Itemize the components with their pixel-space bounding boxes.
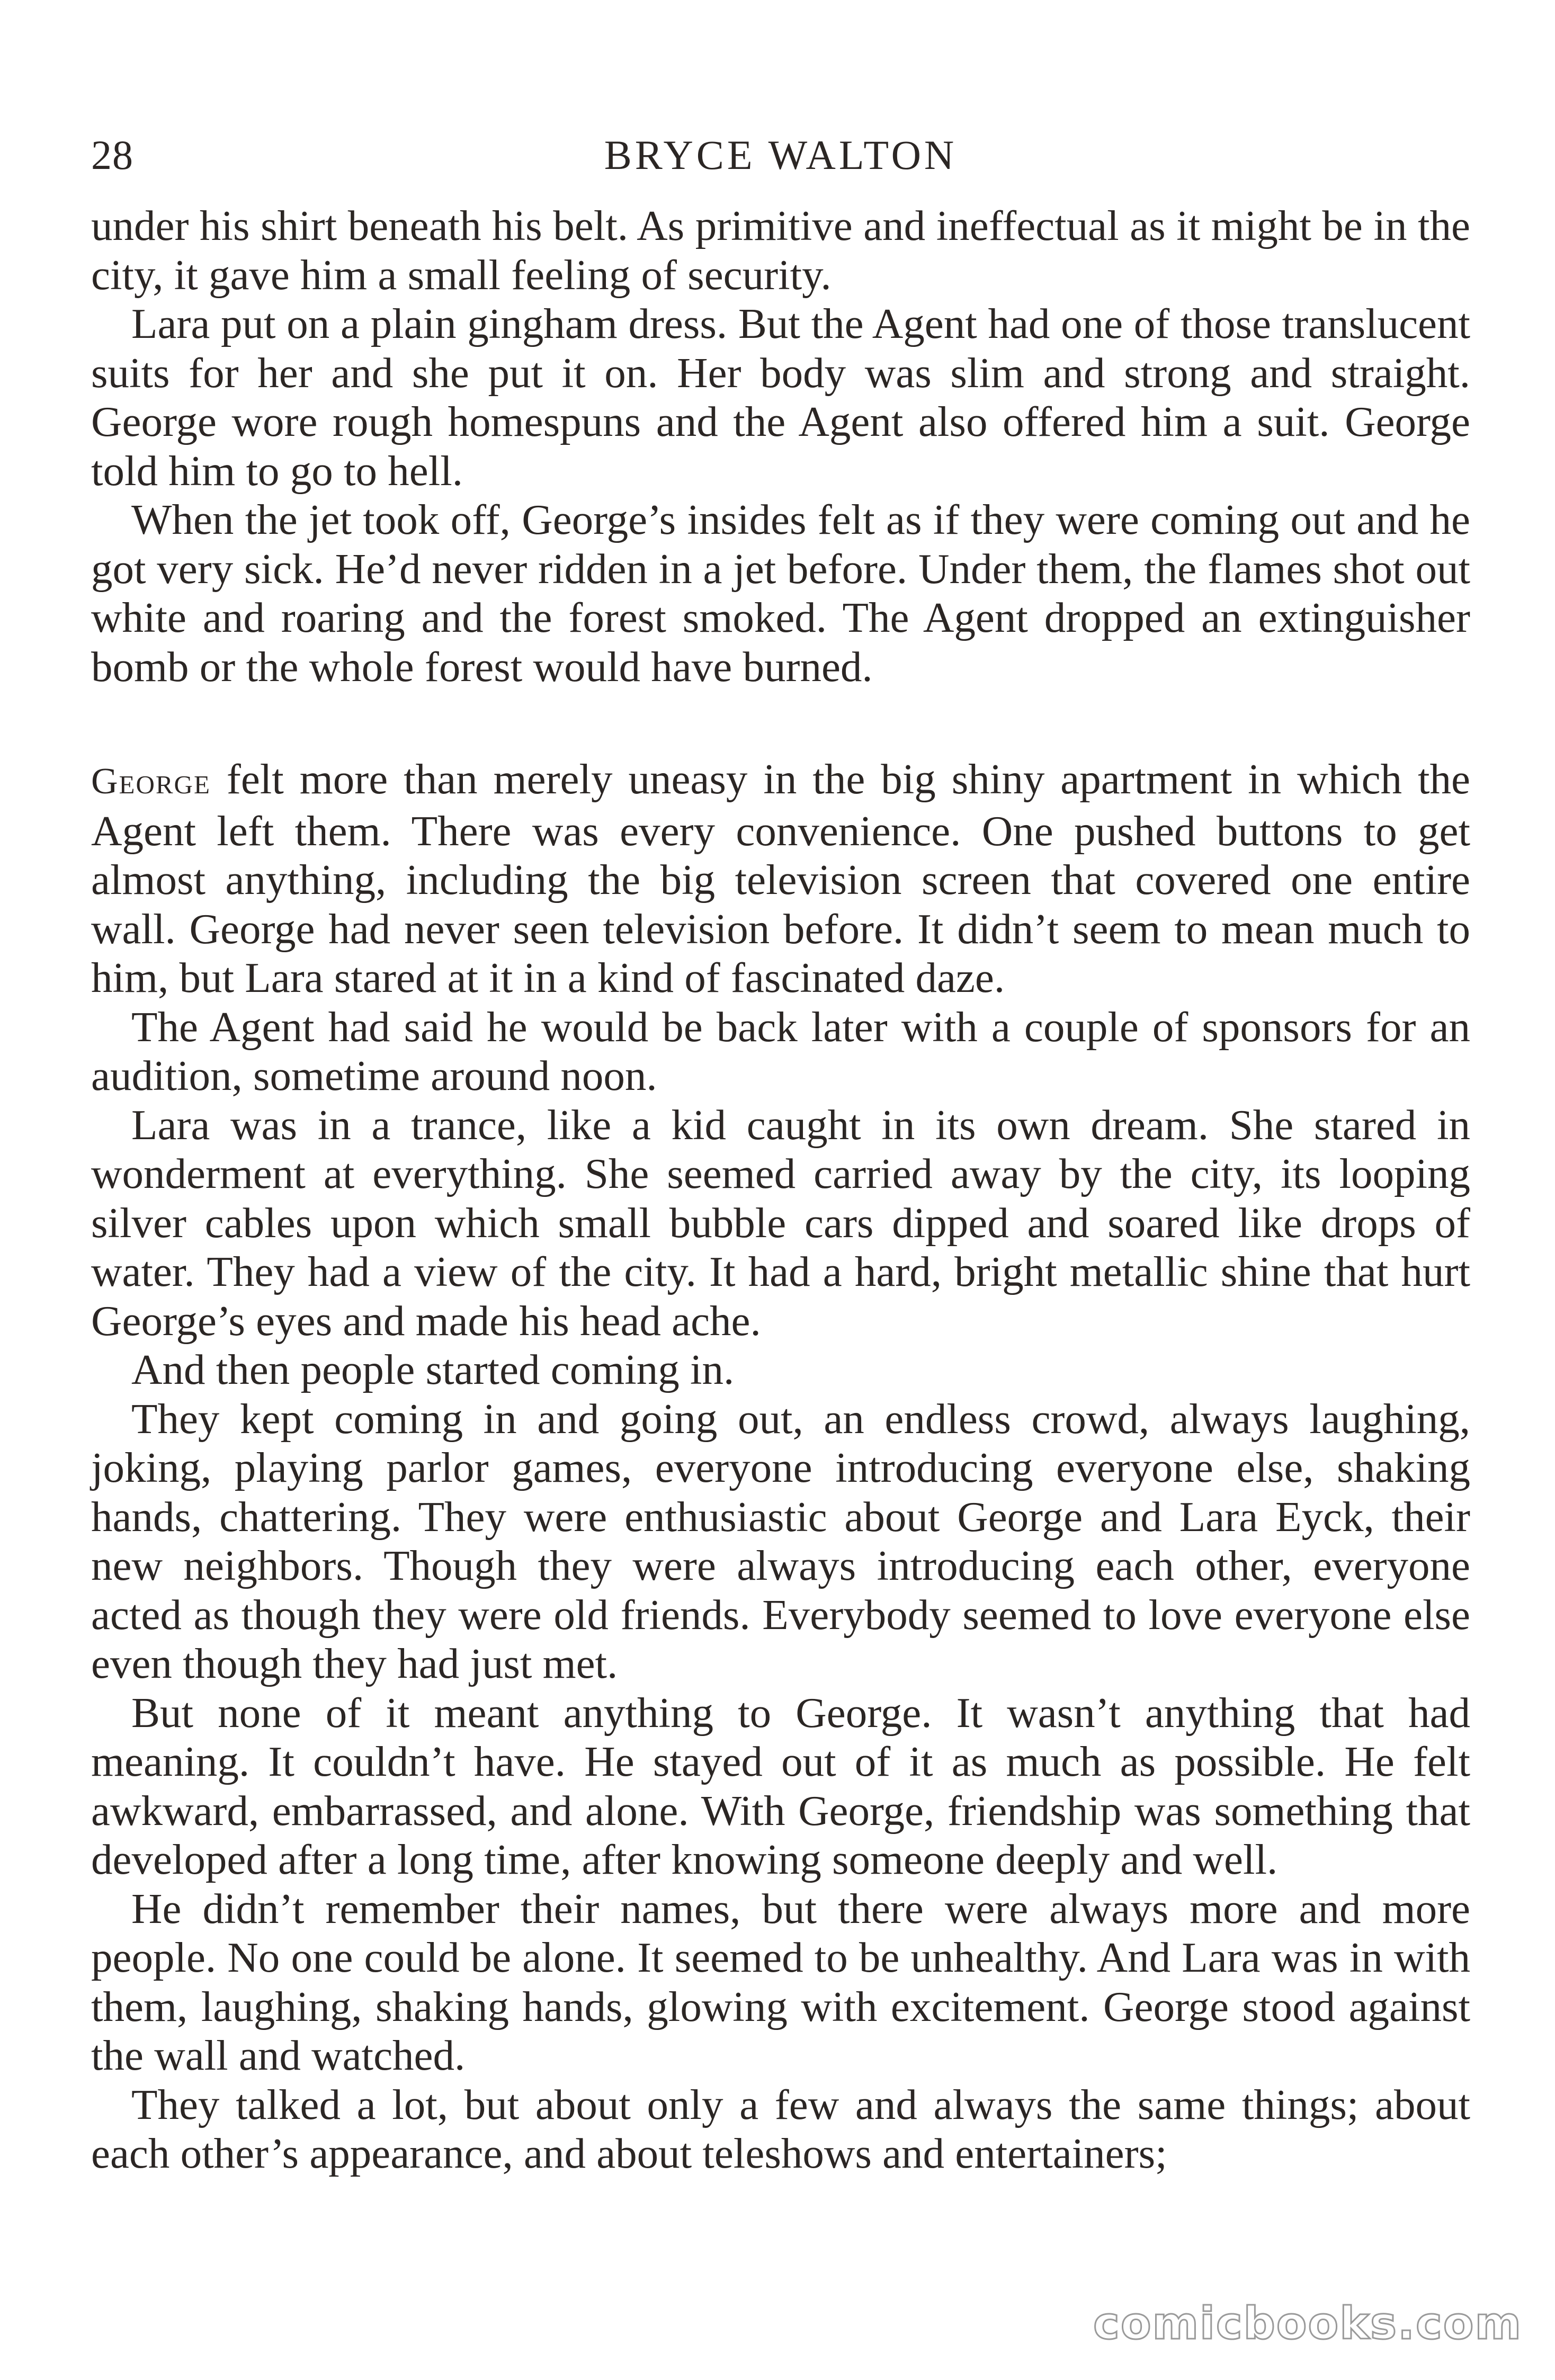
- paragraph: But none of it meant anything to George. It wasn’t anything that had meaning. It couldn’t have. He stayed out of it as much as possible. He felt awkward, embarrassed, and alone. With George, friendship was something that developed after a long time, after knowing someone deeply and well.: [91, 1688, 1470, 1883]
- paragraph: The Agent had said he would be back later with a couple of sponsors for an audition, sometime around noon.: [91, 1003, 1470, 1099]
- section-break: [91, 691, 1470, 755]
- paragraph: They kept coming in and going out, an endless crowd, always laughing, joking, playing parlor games, everyone introducing everyone else, shaking hands, chattering. They were enthusiastic about George and Lara Eyck, their new neighbors. Though they were always introducing each other, everyone acted as though they were old friends. Everybody seemed to love everyone else even though they had just met.: [91, 1394, 1470, 1687]
- running-head: BRYCE WALTON: [604, 132, 958, 178]
- paragraph: And then people started coming in.: [131, 1346, 735, 1393]
- watermark-logo: comicbooks.com: [1093, 2297, 1522, 2349]
- page-header: [91, 131, 1470, 184]
- smallcaps-lead-word: George: [91, 761, 211, 802]
- paragraph: He didn’t remember their names, but there were always more and more people. No one could be alone. It seemed to be unhealthy. And Lara was in with them, laughing, shaking hands, glowing with excitement. George stood against the wall and watched.: [91, 1884, 1470, 2079]
- paragraph: When the jet took off, George’s insides felt as if they were coming out and he got very sick. He’d never ridden in a jet before. Under them, the flames shot out white and roaring and the forest smoked. The Agent dropped an extinguisher bomb or the whole forest would have burned.: [91, 496, 1470, 691]
- body-text: [91, 201, 1470, 2178]
- section-opening-paragraph: [91, 755, 1470, 1003]
- paragraph-text: felt more than merely uneasy in the big shiny apartment in which the Agent left them. There was every convenience. One pushed buttons to get almost anything, including the big television screen that covered one entire wall. George had never seen television before. It didn’t seem to mean much to him, but Lara stared at it in a kind of fascinated daze.: [91, 755, 1470, 1001]
- page-number: 28: [91, 132, 133, 178]
- paragraph: Lara was in a trance, like a kid caught in its own dream. She stared in wonderment at everything. She seemed carried away by the city, its looping silver cables upon which small bubble cars dipped and soared like drops of water. They had a view of the city. It had a hard, bright metallic shine that hurt George’s eyes and made his head ache.: [91, 1100, 1470, 1345]
- paragraph: Lara put on a plain gingham dress. But the Agent had one of those translucent suits for her and she put it on. Her body was slim and strong and straight. George wore rough homespuns and the Agent also offered him a suit. George told him to go to hell.: [91, 300, 1470, 495]
- paragraph: under his shirt beneath his belt. As primitive and ineffectual as it might be in the city, it gave him a small feeling of security.: [91, 202, 1470, 299]
- paragraph: They talked a lot, but about only a few and always the same things; about each other’s appearance, and about teleshows and entertainers;: [91, 2080, 1470, 2177]
